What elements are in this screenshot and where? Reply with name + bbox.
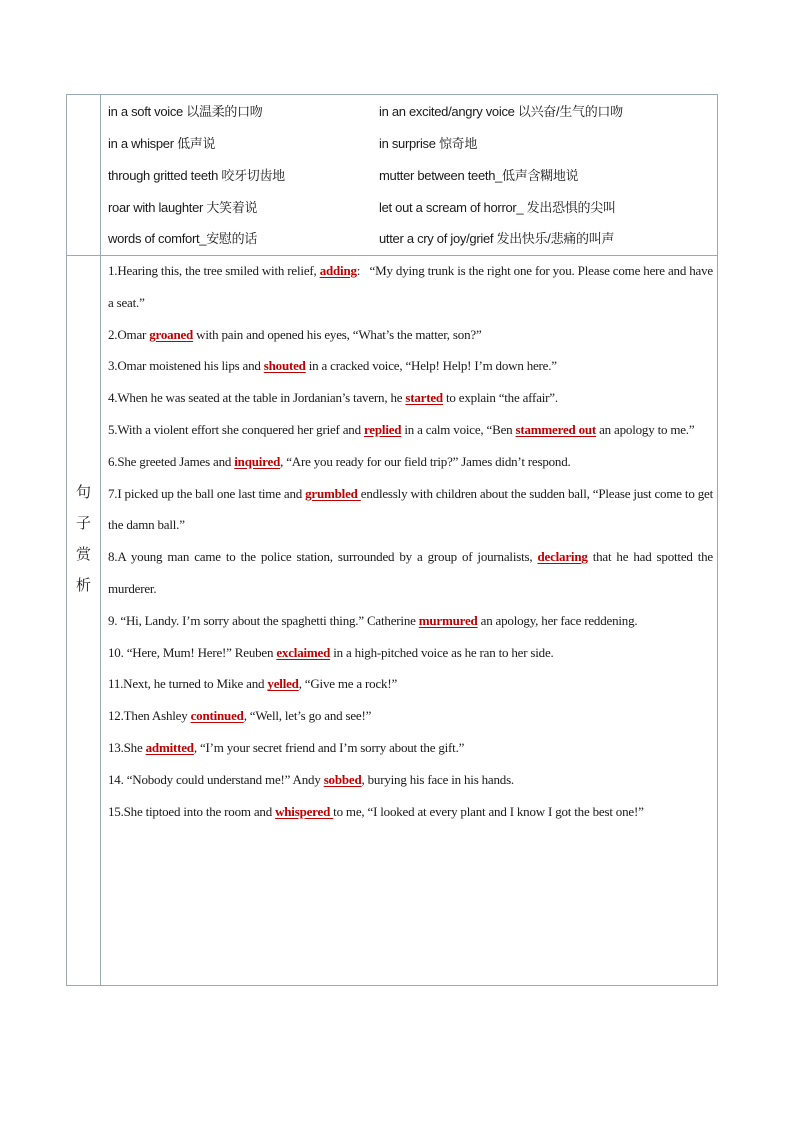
sentence-6: 6.She greeted James and inquired, “Are you ready for our field trip?” James didn’t respond. (108, 453, 571, 469)
section-label (67, 477, 100, 601)
keyword: continued (190, 708, 244, 724)
sentence-12: 12.Then Ashley continued, “Well, let’s go and see!” (108, 708, 372, 724)
sentence-3: 3.Omar moistened his lips and shouted in a cracked voice, “Help! Help! I’m down here.” (108, 358, 557, 374)
column-divider (100, 95, 101, 985)
keyword: stammered out (515, 421, 597, 437)
sentence-8: 8.A young man came to the police station, surrounded by a group of journalists, declaring that he had spotted the murderer. (108, 549, 713, 596)
sentence-10: 10. “Here, Mum! Here!” Reuben exclaimed in a high-pitched voice as he ran to her side. (108, 644, 554, 660)
phrase-whisper: in a whisper 低声说 (108, 136, 216, 151)
sentence-14: 14. “Nobody could understand me!” Andy sobbed, burying his face in his hands. (108, 771, 514, 787)
keyword: sobbed (323, 771, 362, 787)
keyword: admitted (145, 739, 194, 755)
sentence-2: 2.Omar groaned with pain and opened his eyes, “What’s the matter, son?” (108, 326, 482, 342)
phrase-cry: utter a cry of joy/grief 发出快乐/悲痛的叫声 (379, 231, 615, 246)
keyword: groaned (149, 326, 194, 342)
phrase-excited-voice: in an excited/angry voice 以兴奋/生气的口吻 (379, 104, 623, 119)
keyword: shouted (263, 358, 306, 374)
phrase-mutter: mutter between teeth_低声含糊地说 (379, 168, 579, 183)
sentence-15: 15.She tiptoed into the room and whispered to me, “I looked at every plant and I know I got the best one!” (108, 803, 644, 819)
phrase-soft-voice: in a soft voice 以温柔的口吻 (108, 104, 263, 119)
phrase-comfort: words of comfort_安慰的话 (108, 231, 258, 246)
label-char: 句 (75, 483, 91, 501)
keyword: murmured (418, 612, 478, 628)
phrase-table (66, 94, 718, 986)
label-char: 析 (75, 576, 91, 594)
keyword: exclaimed (276, 644, 331, 660)
sentence-7: 7.I picked up the ball one last time and grumbled endlessly with children about the sudden ball, “Please just come to get the damn ball.” (108, 485, 713, 533)
keyword: whispered (275, 803, 334, 819)
keyword: replied (363, 421, 402, 437)
phrase-surprise: in surprise 惊奇地 (379, 136, 478, 151)
sentence-1: 1.Hearing this, the tree smiled with relief, adding: “My dying trunk is the right one for you. Please come here and have a seat.” (108, 263, 713, 310)
keyword: yelled (267, 676, 299, 692)
sentence-list (108, 255, 713, 827)
keyword: inquired (234, 453, 281, 469)
sentence-11: 11.Next, he turned to Mike and yelled, “Give me a rock!” (108, 676, 398, 692)
keyword: declaring (537, 549, 588, 565)
sentence-4: 4.When he was seated at the table in Jordanian’s tavern, he started to explain “the affair”. (108, 390, 558, 406)
keyword: adding (319, 263, 357, 278)
phrase-gritted-teeth: through gritted teeth 咬牙切齿地 (108, 168, 285, 183)
keyword: grumbled (305, 485, 361, 501)
phrase-roar-laughter: roar with laughter 大笑着说 (108, 200, 258, 215)
label-char: 赏 (75, 545, 91, 563)
keyword: started (405, 390, 443, 406)
phrase-scream: let out a scream of horror_ 发出恐惧的尖叫 (379, 200, 616, 215)
sentence-13: 13.She admitted, “I’m your secret friend and I’m sorry about the gift.” (108, 739, 465, 755)
sentence-5: 5.With a violent effort she conquered her grief and replied in a calm voice, “Ben stammered out an apology to me.” (108, 421, 695, 437)
label-char: 子 (75, 514, 91, 532)
sentence-9: 9. “Hi, Landy. I’m sorry about the spaghetti thing.” Catherine murmured an apology, her face reddening. (108, 612, 638, 628)
